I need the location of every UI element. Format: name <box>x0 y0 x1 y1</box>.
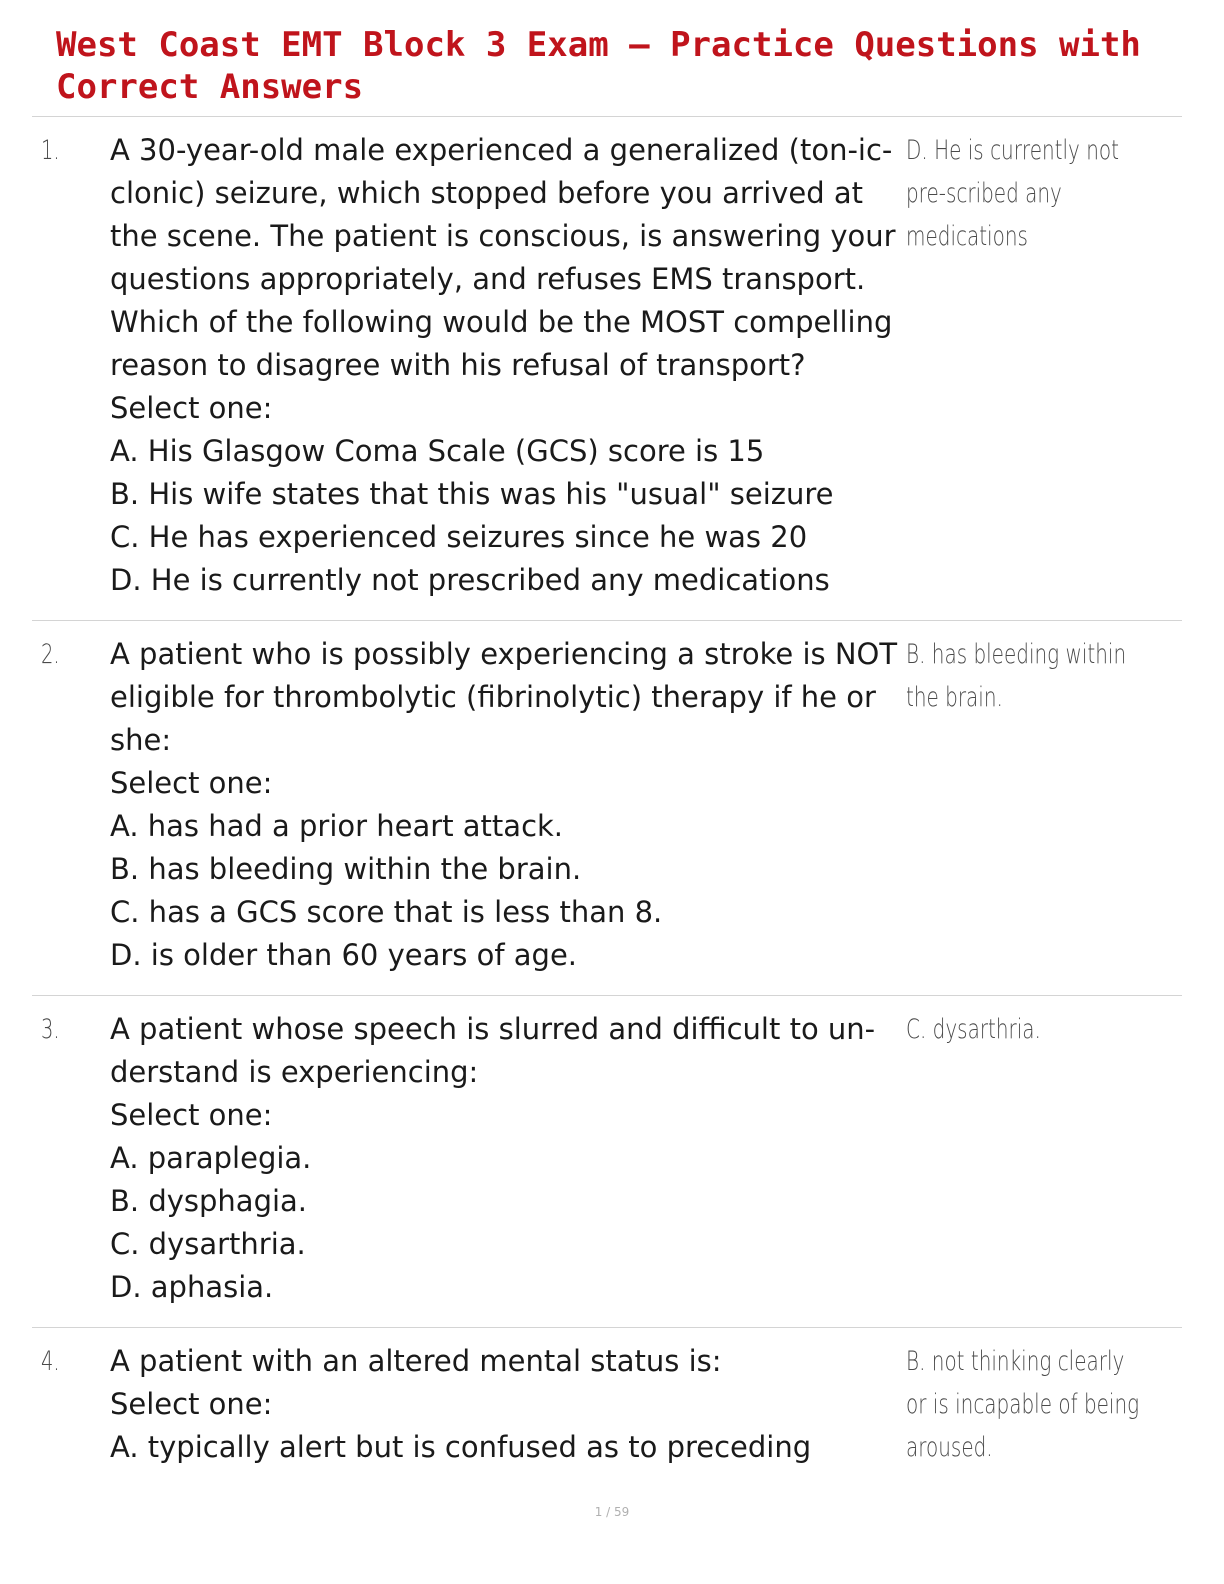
divider <box>32 1327 1182 1328</box>
option-a: A. His Glasgow Coma Scale (GCS) score is 15 <box>110 434 765 468</box>
question-text: A 30-year-old male experienced a generalized (ton-ic-clonic) seizure, which stopped before you arrived at the scene. The patient is conscious, is answering your questions appropriately, and refuses EMS transport. Which of the following would be the MOST compelling reason to disagree with his refusal of transport? <box>110 133 896 382</box>
option-d: D. aphasia. <box>110 1270 274 1304</box>
divider <box>32 995 1182 996</box>
correct-answer-text: B. has bleeding within the brain. <box>906 639 1127 713</box>
question-body <box>110 633 905 977</box>
question-number: 3. <box>41 1014 60 1045</box>
option-c: C. has a GCS score that is less than 8. <box>110 895 663 929</box>
question-number: 4. <box>41 1346 60 1377</box>
option-b: B. has bleeding within the brain. <box>110 852 582 886</box>
select-prompt: Select one: <box>110 1387 273 1421</box>
option-c: C. He has experienced seizures since he was 20 <box>110 520 808 554</box>
correct-answer <box>906 1340 1146 1469</box>
question-text: A patient whose speech is slurred and difficult to un-derstand is experiencing: <box>110 1012 876 1089</box>
option-b: B. His wife states that this was his "usual" seizure <box>110 477 834 511</box>
option-c: C. dysarthria. <box>110 1227 306 1261</box>
correct-answer <box>906 633 1166 719</box>
option-a: A. has had a prior heart attack. <box>110 809 564 843</box>
option-d: D. is older than 60 years of age. <box>110 938 578 972</box>
divider <box>32 620 1182 621</box>
divider <box>32 116 1182 117</box>
question-text: A patient with an altered mental status is: <box>110 1344 722 1378</box>
correct-answer-text: D. He is currently not pre-scribed any medications <box>906 135 1119 252</box>
correct-answer-text: C. dysarthria. <box>906 1014 1041 1045</box>
select-prompt: Select one: <box>110 766 273 800</box>
correct-answer <box>906 1008 1166 1051</box>
correct-answer-text: B. not thinking clearly or is incapable of being aroused. <box>906 1346 1140 1463</box>
document-title: West Coast EMT Block 3 Exam – Practice Questions with Correct Answers <box>56 25 1141 107</box>
question-body <box>110 129 905 602</box>
correct-answer <box>906 129 1166 258</box>
question-body <box>110 1008 905 1309</box>
select-prompt: Select one: <box>110 391 273 425</box>
option-a: A. paraplegia. <box>110 1141 312 1175</box>
option-b: B. dysphagia. <box>110 1184 308 1218</box>
option-a: A. typically alert but is confused as to preceding <box>110 1430 812 1464</box>
select-prompt: Select one: <box>110 1098 273 1132</box>
question-text: A patient who is possibly experiencing a stroke is NOT eligible for thrombolytic (fibrinolytic) therapy if he or she: <box>110 637 898 757</box>
page-number: 1 / 59 <box>594 1505 630 1519</box>
question-number: 2. <box>41 639 60 670</box>
option-d: D. He is currently not prescribed any medications <box>110 563 830 597</box>
question-number: 1. <box>41 135 60 166</box>
question-body <box>110 1340 905 1469</box>
